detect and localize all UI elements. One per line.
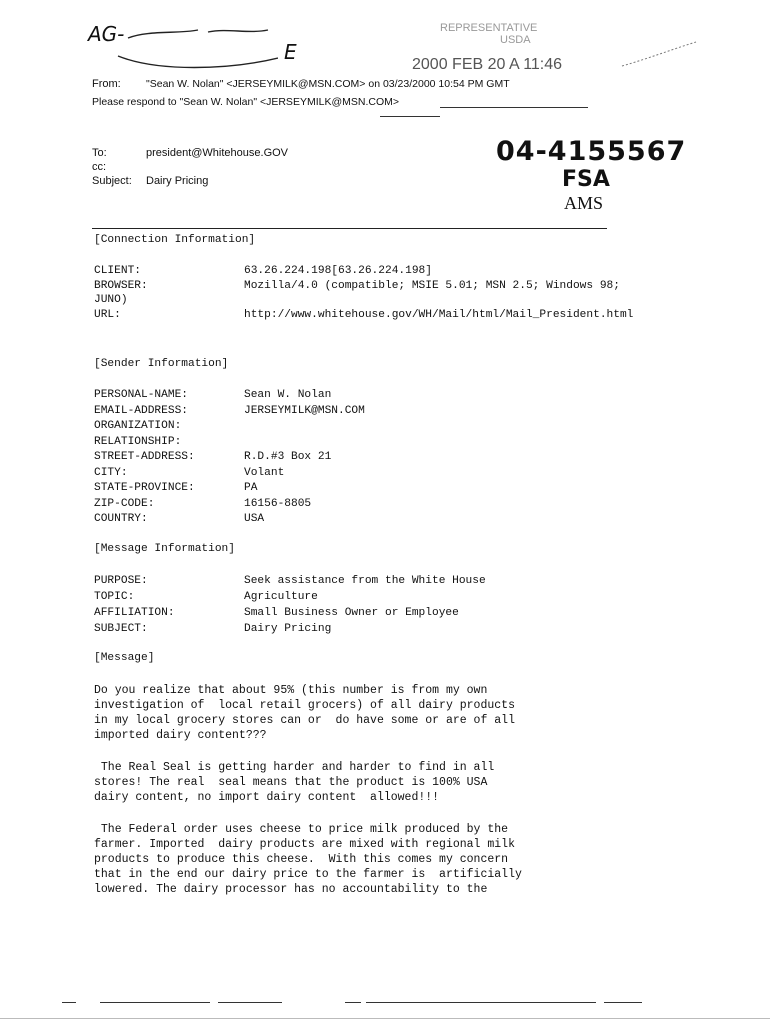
scan-edge [0, 1018, 770, 1019]
field-label: RELATIONSHIP: [94, 435, 182, 448]
field-label: AFFILIATION: [94, 607, 175, 619]
subject-value: Dairy Pricing [146, 175, 209, 187]
document-number: 04-4155567 [496, 136, 687, 167]
respond-underline [440, 107, 588, 108]
field-label: TOPIC: [94, 591, 135, 603]
field-value: http://www.whitehouse.gov/WH/Mail/html/Mail_President.html [244, 308, 634, 321]
message-paragraph-2: The Real Seal is getting harder and harder to find in all stores! The real seal means that the product is 100% USA dairy content, no import dairy content allowed!!! [94, 761, 495, 804]
message-paragraph-3: The Federal order uses cheese to price milk produced by the farmer. Imported dairy products are mixed with regional milk products to produce this cheese. With this comes my concern that in the end our dairy price to the farmer is artificially lowered. The dairy processor has no accountability to the [94, 823, 522, 896]
faint-stamp-top: REPRESENTATIVE [440, 22, 538, 34]
field-value: Volant [244, 466, 285, 479]
scan-mark [604, 1002, 642, 1003]
header-rule [92, 228, 607, 229]
field-value: 16156-8805 [244, 497, 312, 510]
field-label: CLIENT: [94, 265, 141, 277]
field-label: COUNTRY: [94, 513, 148, 525]
field-value: Mozilla/4.0 (compatible; MSIE 5.01; MSN 2.5; Windows 98; [244, 279, 620, 292]
received-stamp: 2000 FEB 20 A 11:46 [412, 56, 563, 73]
to-label: To: [92, 147, 107, 159]
field-value: USA [244, 513, 265, 525]
field-label: ORGANIZATION: [94, 420, 182, 432]
field-label: CITY: [94, 466, 128, 479]
message-info-heading: [Message Information] [94, 543, 235, 555]
field-value: 63.26.224.198[63.26.224.198] [244, 265, 432, 277]
field-label: JUNO) [94, 294, 128, 306]
handwritten-code: AG- [88, 22, 125, 46]
field-value: Agriculture [244, 591, 318, 603]
subject-label: Subject: [92, 175, 132, 187]
scan-mark [218, 1002, 282, 1003]
field-label: URL: [94, 308, 121, 321]
from-label: From: [92, 78, 121, 90]
field-value: Small Business Owner or Employee [244, 607, 459, 619]
field-value: JERSEYMILK@MSN.COM [244, 404, 365, 417]
scan-mark [62, 1002, 76, 1003]
field-value: Dairy Pricing [244, 623, 332, 635]
field-label: PURPOSE: [94, 575, 148, 587]
to-value: president@Whitehouse.GOV [146, 147, 289, 159]
field-value: R.D.#3 Box 21 [244, 451, 332, 463]
field-label: EMAIL-ADDRESS: [94, 404, 188, 417]
field-label: ZIP-CODE: [94, 497, 155, 510]
handwritten-initial: E [284, 40, 297, 64]
handwritten-scribble [88, 24, 278, 72]
corner-mark [620, 40, 700, 70]
sender-heading: [Sender Information] [94, 358, 229, 370]
office-code: AMS [564, 193, 604, 213]
from-value: "Sean W. Nolan" <JERSEYMILK@MSN.COM> on 03/23/2000 10:54 PM GMT [146, 78, 510, 90]
respond-underline-2 [380, 116, 440, 117]
scan-mark [100, 1002, 210, 1003]
faint-stamp-top2: USDA [500, 34, 531, 46]
respond-line: Please respond to "Sean W. Nolan" <JERSEYMILK@MSN.COM> [92, 96, 399, 108]
field-label: PERSONAL-NAME: [94, 389, 188, 401]
field-label: SUBJECT: [94, 623, 148, 635]
field-label: STREET-ADDRESS: [94, 451, 195, 463]
agency-code: FSA [562, 167, 610, 192]
field-value: Sean W. Nolan [244, 389, 332, 401]
message-paragraph-1: Do you realize that about 95% (this number is from my own investigation of local retail grocers) of all dairy products in my local grocery stores can or do have some or are of all imported dairy content??? [94, 684, 515, 742]
cc-label: cc: [92, 161, 107, 173]
field-label: BROWSER: [94, 279, 148, 292]
field-value: Seek assistance from the White House [244, 575, 486, 587]
connection-heading: [Connection Information] [94, 234, 256, 246]
field-label: STATE-PROVINCE: [94, 482, 195, 494]
scan-mark [345, 1002, 361, 1003]
field-value: PA [244, 482, 258, 494]
scan-mark [366, 1002, 596, 1003]
message-heading: [Message] [94, 652, 155, 664]
